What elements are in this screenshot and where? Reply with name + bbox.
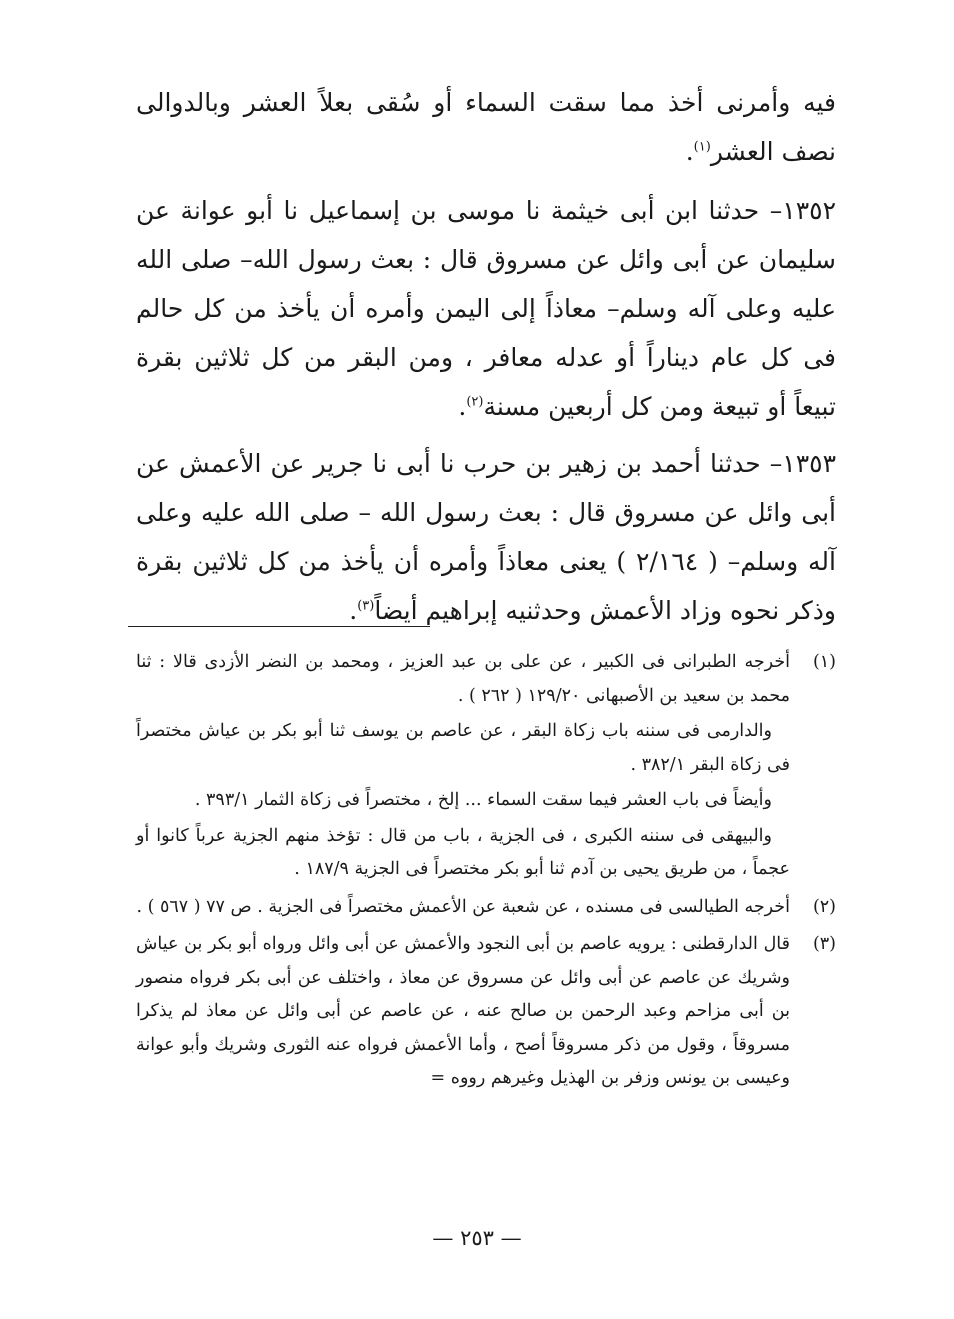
footnote-3 <box>136 928 836 1098</box>
hadith-text: حدثنا ابن أبى خيثمة نا موسى بن إسماعيل نا أبو عوانة عن سليمان عن أبى وائل عن مسروق قال : بعث رسول الله– صلى الله عليه وعلى آله وسلم– معاذاً إلى اليمن وأمره أن يأخذ من كل حالم فى كل عام ديناراً أو عدله معافر ، ومن البقر من كل ثلاثين بقرة تبيعاً أو تبيعة ومن كل أربعين مسنة <box>136 196 836 421</box>
page-number: — ٢٥٣ — <box>432 1226 522 1250</box>
hadith-number: ١٣٥٣– <box>769 449 836 478</box>
continuation-text: فيه وأمرنى أخذ مما سقت السماء أو سُقى بعلاً العشر وبالدوالى نصف العشر <box>136 88 836 166</box>
footnote-ref: (٢) <box>466 394 484 410</box>
hadith-1352: ١٣٥٢– حدثنا ابن أبى خيثمة نا موسى بن إسماعيل نا أبو عوانة عن سليمان عن أبى وائل عن مسروق قال : بعث رسول الله– صلى الله عليه وعلى آله وسلم– معاذاً إلى اليمن وأمره أن يأخذ من كل حالم فى كل عام ديناراً أو عدله معافر ، ومن البقر من كل ثلاثين بقرة تبيعاً أو تبيعة ومن كل أربعين مسنة$^{(٢)}$. <box>136 196 836 421</box>
footnote-separator <box>128 626 430 627</box>
footnote-paragraph: والدارمى فى سننه باب زكاة البقر ، عن عاصم بن يوسف ثنا أبو بكر بن عياش مختصراً فى زكاة البقر ٣٨٢/١ . <box>136 721 790 775</box>
footnotes <box>136 646 836 1100</box>
footnote-paragraph: وأيضاً فى باب العشر فيما سقت السماء ... إلخ ، مختصراً فى زكاة الثمار ٣٩٣/١ . <box>194 790 772 810</box>
footnote-paragraph: والبيهقى فى سننه الكبرى ، فى الجزية ، باب من قال : تؤخذ منهم الجزية عرباً كانوا أو عجماً ، من طريق يحيى بن آدم ثنا أبو بكر مختصراً فى الجزية ١٨٧/٩ . <box>136 825 790 879</box>
continuation-paragraph: فيه وأمرنى أخذ مما سقت السماء أو سُقى بعلاً العشر وبالدوالى نصف العشر$^{(١)}$. <box>136 88 836 166</box>
footnote-ref: (٣) <box>357 598 375 614</box>
hadith-number: ١٣٥٢– <box>769 196 836 225</box>
hadith-1353: ١٣٥٣– حدثنا أحمد بن زهير بن حرب نا أبى نا جرير عن الأعمش عن أبى وائل عن مسروق قال : بعث رسول الله – صلى الله عليه وعلى آله وسلم– ( ٢/١٦٤ ) يعنى معاذاً وأمره أن يأخذ من كل ثلاثين بقرة وذكر نحوه وزاد الأعمش وحدثنيه إبراهيم أيضاً$^{(٣)}$. <box>136 449 836 625</box>
footnote-ref: (١) <box>693 139 711 155</box>
footnote-number: (٣) <box>812 934 836 954</box>
footnote-paragraph: أخرجه الطبرانى فى الكبير ، عن على بن عبد العزيز ، ومحمد بن النضر الأزدى قالا : ثنا محمد بن سعيد بن الأصبهانى ١٢٩/٢٠ ( ٢٦٢ ) . <box>136 652 790 706</box>
footnote-paragraph: قال الدارقطنى : يرويه عاصم بن أبى النجود والأعمش عن أبى وائل ورواه أبو بكر بن عياش وشريك عن عاصم عن أبى وائل عن مسروق عن معاذ ، واختلف عن أبى بكر فرواه منصور بن أبى مزاحم وعبد الرحمن بن صالح عنه ، عن عاصم عن أبى وائل عن معاذ لم يذكرا مسروقاً ، وقول من ذكر مسروقاً أصح ، وأما الأعمش فرواه عنه الثورى وشريك وأبو عوانة وعيسى بن يونس وزفر بن الهذيل وغيرهم رووه = <box>136 934 790 1088</box>
hadith-text: حدثنا أحمد بن زهير بن حرب نا أبى نا جرير عن الأعمش عن أبى وائل عن مسروق قال : بعث رسول الله – صلى الله عليه وعلى آله وسلم– ( ٢/١٦٤ ) يعنى معاذاً وأمره أن يأخذ من كل ثلاثين بقرة وذكر نحوه وزاد الأعمش وحدثنيه إبراهيم أيضاً <box>136 449 836 625</box>
footnote-1 <box>136 646 836 889</box>
footnote-paragraph: أخرجه الطيالسى فى مسنده ، عن شعبة عن الأعمش مختصراً فى الجزية . ص ٧٧ ( ٥٦٧ ) . <box>136 896 790 917</box>
footnote-number: (٢) <box>812 896 836 917</box>
footnote-number: (١) <box>812 652 836 672</box>
main-text <box>136 78 836 643</box>
footnote-body <box>136 646 790 889</box>
footnote-body <box>136 891 790 927</box>
footnote-2 <box>136 891 836 927</box>
footnote-body <box>136 928 790 1098</box>
